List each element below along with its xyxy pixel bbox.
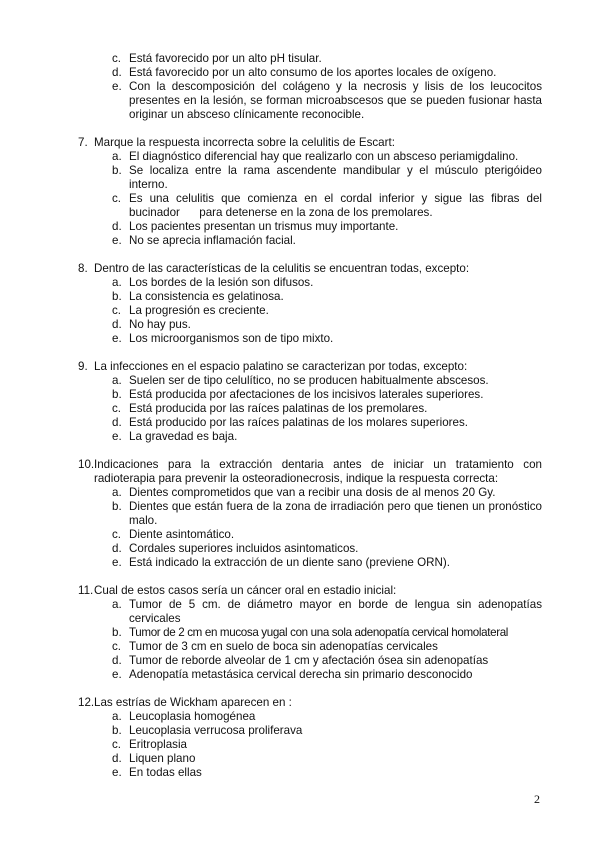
question-number: 8. <box>78 262 88 275</box>
option-text: Es una celulitis que comienza en el cordal inferior y sigue las fibras del bucinador para detenerse en la zona de los premolares. <box>129 192 546 219</box>
option-letter: b. <box>112 724 122 737</box>
question-7 <box>0 136 600 248</box>
option <box>0 318 600 332</box>
option-letter: b. <box>112 388 122 401</box>
option <box>0 710 600 724</box>
option-text: Leucoplasia verrucosa proliferava <box>129 724 303 737</box>
option <box>0 164 600 192</box>
option-text: Tumor de 3 cm en suelo de boca sin adenopatías cervicales <box>129 640 438 653</box>
option-text: La gravedad es baja. <box>129 430 238 443</box>
option-text: Dientes que están fuera de la zona de irradiación pero que tienen un pronóstico malo. <box>129 500 542 527</box>
question-10 <box>0 458 600 570</box>
option-letter: a. <box>112 486 122 499</box>
option-letter: c. <box>112 738 122 751</box>
option <box>0 542 600 556</box>
option-text: Con la descomposición del colágeno y la necrosis y lisis de los leucocitos presentes en la lesión, se forman microabscesos que se pueden fusionar hasta originar un absceso clínicamente reconocible. <box>129 80 542 121</box>
option-letter: c. <box>112 640 122 653</box>
option-text: Tumor de reborde alveolar de 1 cm y afectación ósea sin adenopatías <box>129 654 489 667</box>
option-letter: c. <box>112 304 122 317</box>
option <box>0 416 600 430</box>
option-text: Tumor de 5 cm. de diámetro mayor en borde de lengua sin adenopatías cervicales <box>129 598 542 625</box>
option <box>0 52 600 66</box>
question-9 <box>0 360 600 444</box>
question-number: 7. <box>78 136 88 149</box>
option-letter: d. <box>112 752 122 765</box>
option-text: Está producida por afectaciones de los incisivos laterales superiores. <box>129 388 484 401</box>
option-letter: d. <box>112 542 122 555</box>
option-text: Se localiza entre la rama ascendente mandibular y el músculo pterigóideo interno. <box>129 164 542 191</box>
question-number: 10. <box>78 458 95 471</box>
option <box>0 220 600 234</box>
option-text: Cordales superiores incluidos asintomaticos. <box>129 542 359 555</box>
question-11 <box>0 584 600 682</box>
option-letter: d. <box>112 654 122 667</box>
page-number: 2 <box>534 792 540 806</box>
option <box>0 374 600 388</box>
option-letter: d. <box>112 220 122 233</box>
option-text: Leucoplasia homogénea <box>129 710 256 723</box>
question-number: 9. <box>78 360 88 373</box>
option-letter: e. <box>112 668 122 681</box>
option-letter: b. <box>112 500 122 513</box>
option-text: Está producida por las raíces palatinas de los premolares. <box>129 402 428 415</box>
question-text: Marque la respuesta incorrecta sobre la celulitis de Escart: <box>94 136 395 149</box>
option-text: Está producido por las raíces palatinas de los molares superiores. <box>129 416 468 429</box>
question-list <box>0 52 600 780</box>
option-letter: c. <box>112 402 122 415</box>
option <box>0 486 600 500</box>
option-text: La consistencia es gelatinosa. <box>129 290 284 303</box>
question-number: 11. <box>78 584 94 597</box>
option-letter: e. <box>112 80 122 93</box>
question-12 <box>0 696 600 780</box>
option <box>0 668 600 682</box>
option-letter: d. <box>112 318 122 331</box>
question-text: Las estrías de Wickham aparecen en : <box>94 696 292 709</box>
option <box>0 766 600 780</box>
question-number: 12. <box>78 696 95 709</box>
option-text: Los bordes de la lesión son difusos. <box>129 276 314 289</box>
option <box>0 402 600 416</box>
option <box>0 276 600 290</box>
option <box>0 738 600 752</box>
option-letter: c. <box>112 52 122 65</box>
option-letter: e. <box>112 430 122 443</box>
option <box>0 752 600 766</box>
option <box>0 66 600 80</box>
option-text: Eritroplasia <box>129 738 187 751</box>
option-text: En todas ellas <box>129 766 202 779</box>
option-text: Liquen plano <box>129 752 196 765</box>
option <box>0 556 600 570</box>
option <box>0 304 600 318</box>
option <box>0 626 600 640</box>
option <box>0 290 600 304</box>
option-text: Está favorecido por un alto pH tisular. <box>129 52 322 65</box>
option <box>0 150 600 164</box>
option-text: No hay pus. <box>129 318 191 331</box>
option-letter: a. <box>112 598 122 611</box>
option-text: Diente asintomático. <box>129 528 235 541</box>
option-text: Tumor de 2 cm en mucosa yugal con una sola adenopatía cervical homolateral <box>129 626 509 639</box>
option-letter: e. <box>112 556 122 569</box>
option-letter: d. <box>112 416 122 429</box>
option-text: La progresión es creciente. <box>129 304 269 317</box>
option <box>0 640 600 654</box>
option-letter: a. <box>112 150 122 163</box>
option-text: No se aprecia inflamación facial. <box>129 234 296 247</box>
option-text: Suelen ser de tipo celulítico, no se producen habitualmente abscesos. <box>129 374 489 387</box>
option <box>0 598 600 626</box>
option <box>0 430 600 444</box>
option-letter: a. <box>112 710 122 723</box>
option-letter: a. <box>112 276 122 289</box>
option-text: Dientes comprometidos que van a recibir una dosis de al menos 20 Gy. <box>129 486 496 499</box>
question-text: La infecciones en el espacio palatino se caracterizan por todas, excepto: <box>94 360 468 373</box>
option-letter: e. <box>112 766 122 779</box>
question-text: Dentro de las características de la celulitis se encuentran todas, excepto: <box>94 262 470 275</box>
option <box>0 192 600 220</box>
question-text: Indicaciones para la extracción dentaria antes de iniciar un tratamiento con radioterapia para prevenir la osteoradionecrosis, indique la respuesta correcta: <box>94 458 542 485</box>
option-letter: b. <box>112 290 122 303</box>
option <box>0 500 600 528</box>
question-text: Cual de estos casos sería un cáncer oral en estadio inicial: <box>94 584 397 597</box>
option-letter: e. <box>112 332 122 345</box>
option <box>0 234 600 248</box>
option-text: Los pacientes presentan un trismus muy importante. <box>129 220 399 233</box>
option-letter: d. <box>112 66 122 79</box>
carryover-options <box>0 52 600 122</box>
option-letter: b. <box>112 626 122 639</box>
option-text: Está favorecido por un alto consumo de los aportes locales de oxígeno. <box>129 66 497 79</box>
option <box>0 388 600 402</box>
option-letter: e. <box>112 234 122 247</box>
option <box>0 654 600 668</box>
option <box>0 332 600 346</box>
option-letter: c. <box>112 528 122 541</box>
option-letter: a. <box>112 374 122 387</box>
option <box>0 528 600 542</box>
option-letter: c. <box>112 192 122 205</box>
option-text: Los microorganismos son de tipo mixto. <box>129 332 334 345</box>
question-8 <box>0 262 600 346</box>
option <box>0 724 600 738</box>
option-letter: b. <box>112 164 122 177</box>
option-text: El diagnóstico diferencial hay que realizarlo con un absceso periamigdalino. <box>129 150 519 163</box>
option-text: Está indicado la extracción de un diente sano (previene ORN). <box>129 556 450 569</box>
option <box>0 80 600 122</box>
option-text: Adenopatía metastásica cervical derecha sin primario desconocido <box>129 668 473 681</box>
